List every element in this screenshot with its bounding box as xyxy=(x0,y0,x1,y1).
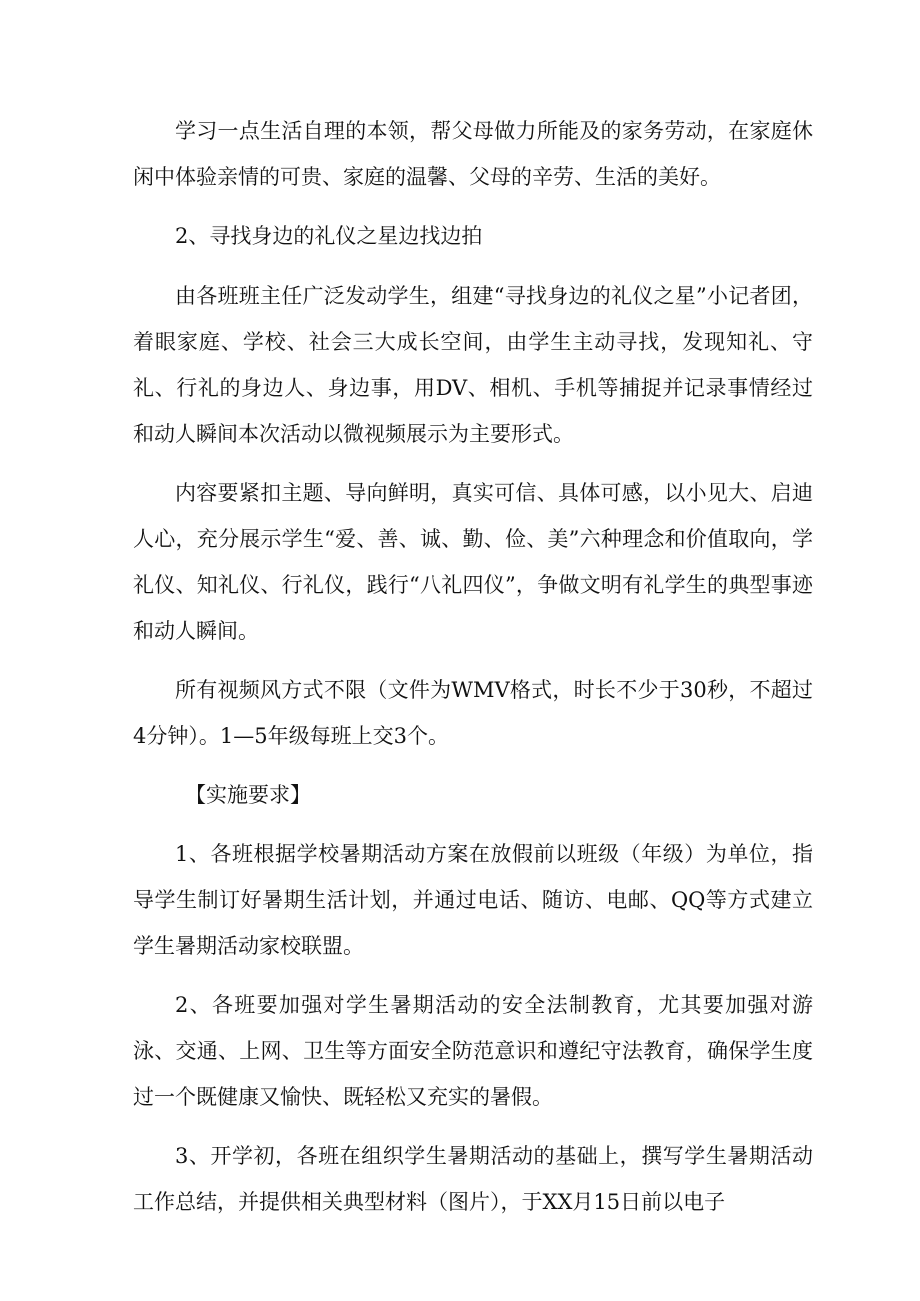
requirement-item-1: 1、各班根据学校暑期活动方案在放假前以班级（年级）为单位，指导学生制订好暑期生活计划，并通过电话、随访、电邮、QQ等方式建立学生暑期活动家校联盟。 xyxy=(133,842,813,958)
requirement-item-2: 2、各班要加强对学生暑期活动的安全法制教育，尤其要加强对游泳、交通、上网、卫生等方面安全防范意识和遵纪守法教育，确保学生度过一个既健康又愉快、既轻松又充实的暑假。 xyxy=(133,993,813,1109)
paragraph-video-format: 所有视频风方式不限（文件为WMV格式，时长不少于30秒，不超过4分钟）。1—5年级每班上交3个。 xyxy=(133,678,813,748)
document-body xyxy=(133,108,813,1238)
paragraph-content-requirements: 内容要紧扣主题、导向鲜明，真实可信、具体可感，以小见大、启迪人心，充分展示学生“爱、善、诚、勤、俭、美”六种理念和价值取向，学礼仪、知礼仪、行礼仪，践行“八礼四仪”，争做文明有礼学生的典型事迹和动人瞬间。 xyxy=(133,481,813,643)
section-title-implementation: 【实施要求】 xyxy=(185,783,311,807)
subheading-etiquette-star: 2、寻找身边的礼仪之星边找边拍 xyxy=(175,224,483,248)
requirement-item-3: 3、开学初，各班在组织学生暑期活动的基础上，撰写学生暑期活动工作总结，并提供相关典型材料（图片），于XX月15日前以电子 xyxy=(133,1144,813,1214)
paragraph-family-life: 学习一点生活自理的本领，帮父母做力所能及的家务劳动，在家庭休闲中体验亲情的可贵、家庭的温馨、父母的辛劳、生活的美好。 xyxy=(133,119,813,189)
paragraph-reporter-team: 由各班班主任广泛发动学生，组建“寻找身边的礼仪之星”小记者团，着眼家庭、学校、社会三大成长空间，由学生主动寻找，发现知礼、守礼、行礼的身边人、身边事，用DV、相机、手机等捕捉并记录事情经过和动人瞬间本次活动以微视频展示为主要形式。 xyxy=(133,284,813,446)
